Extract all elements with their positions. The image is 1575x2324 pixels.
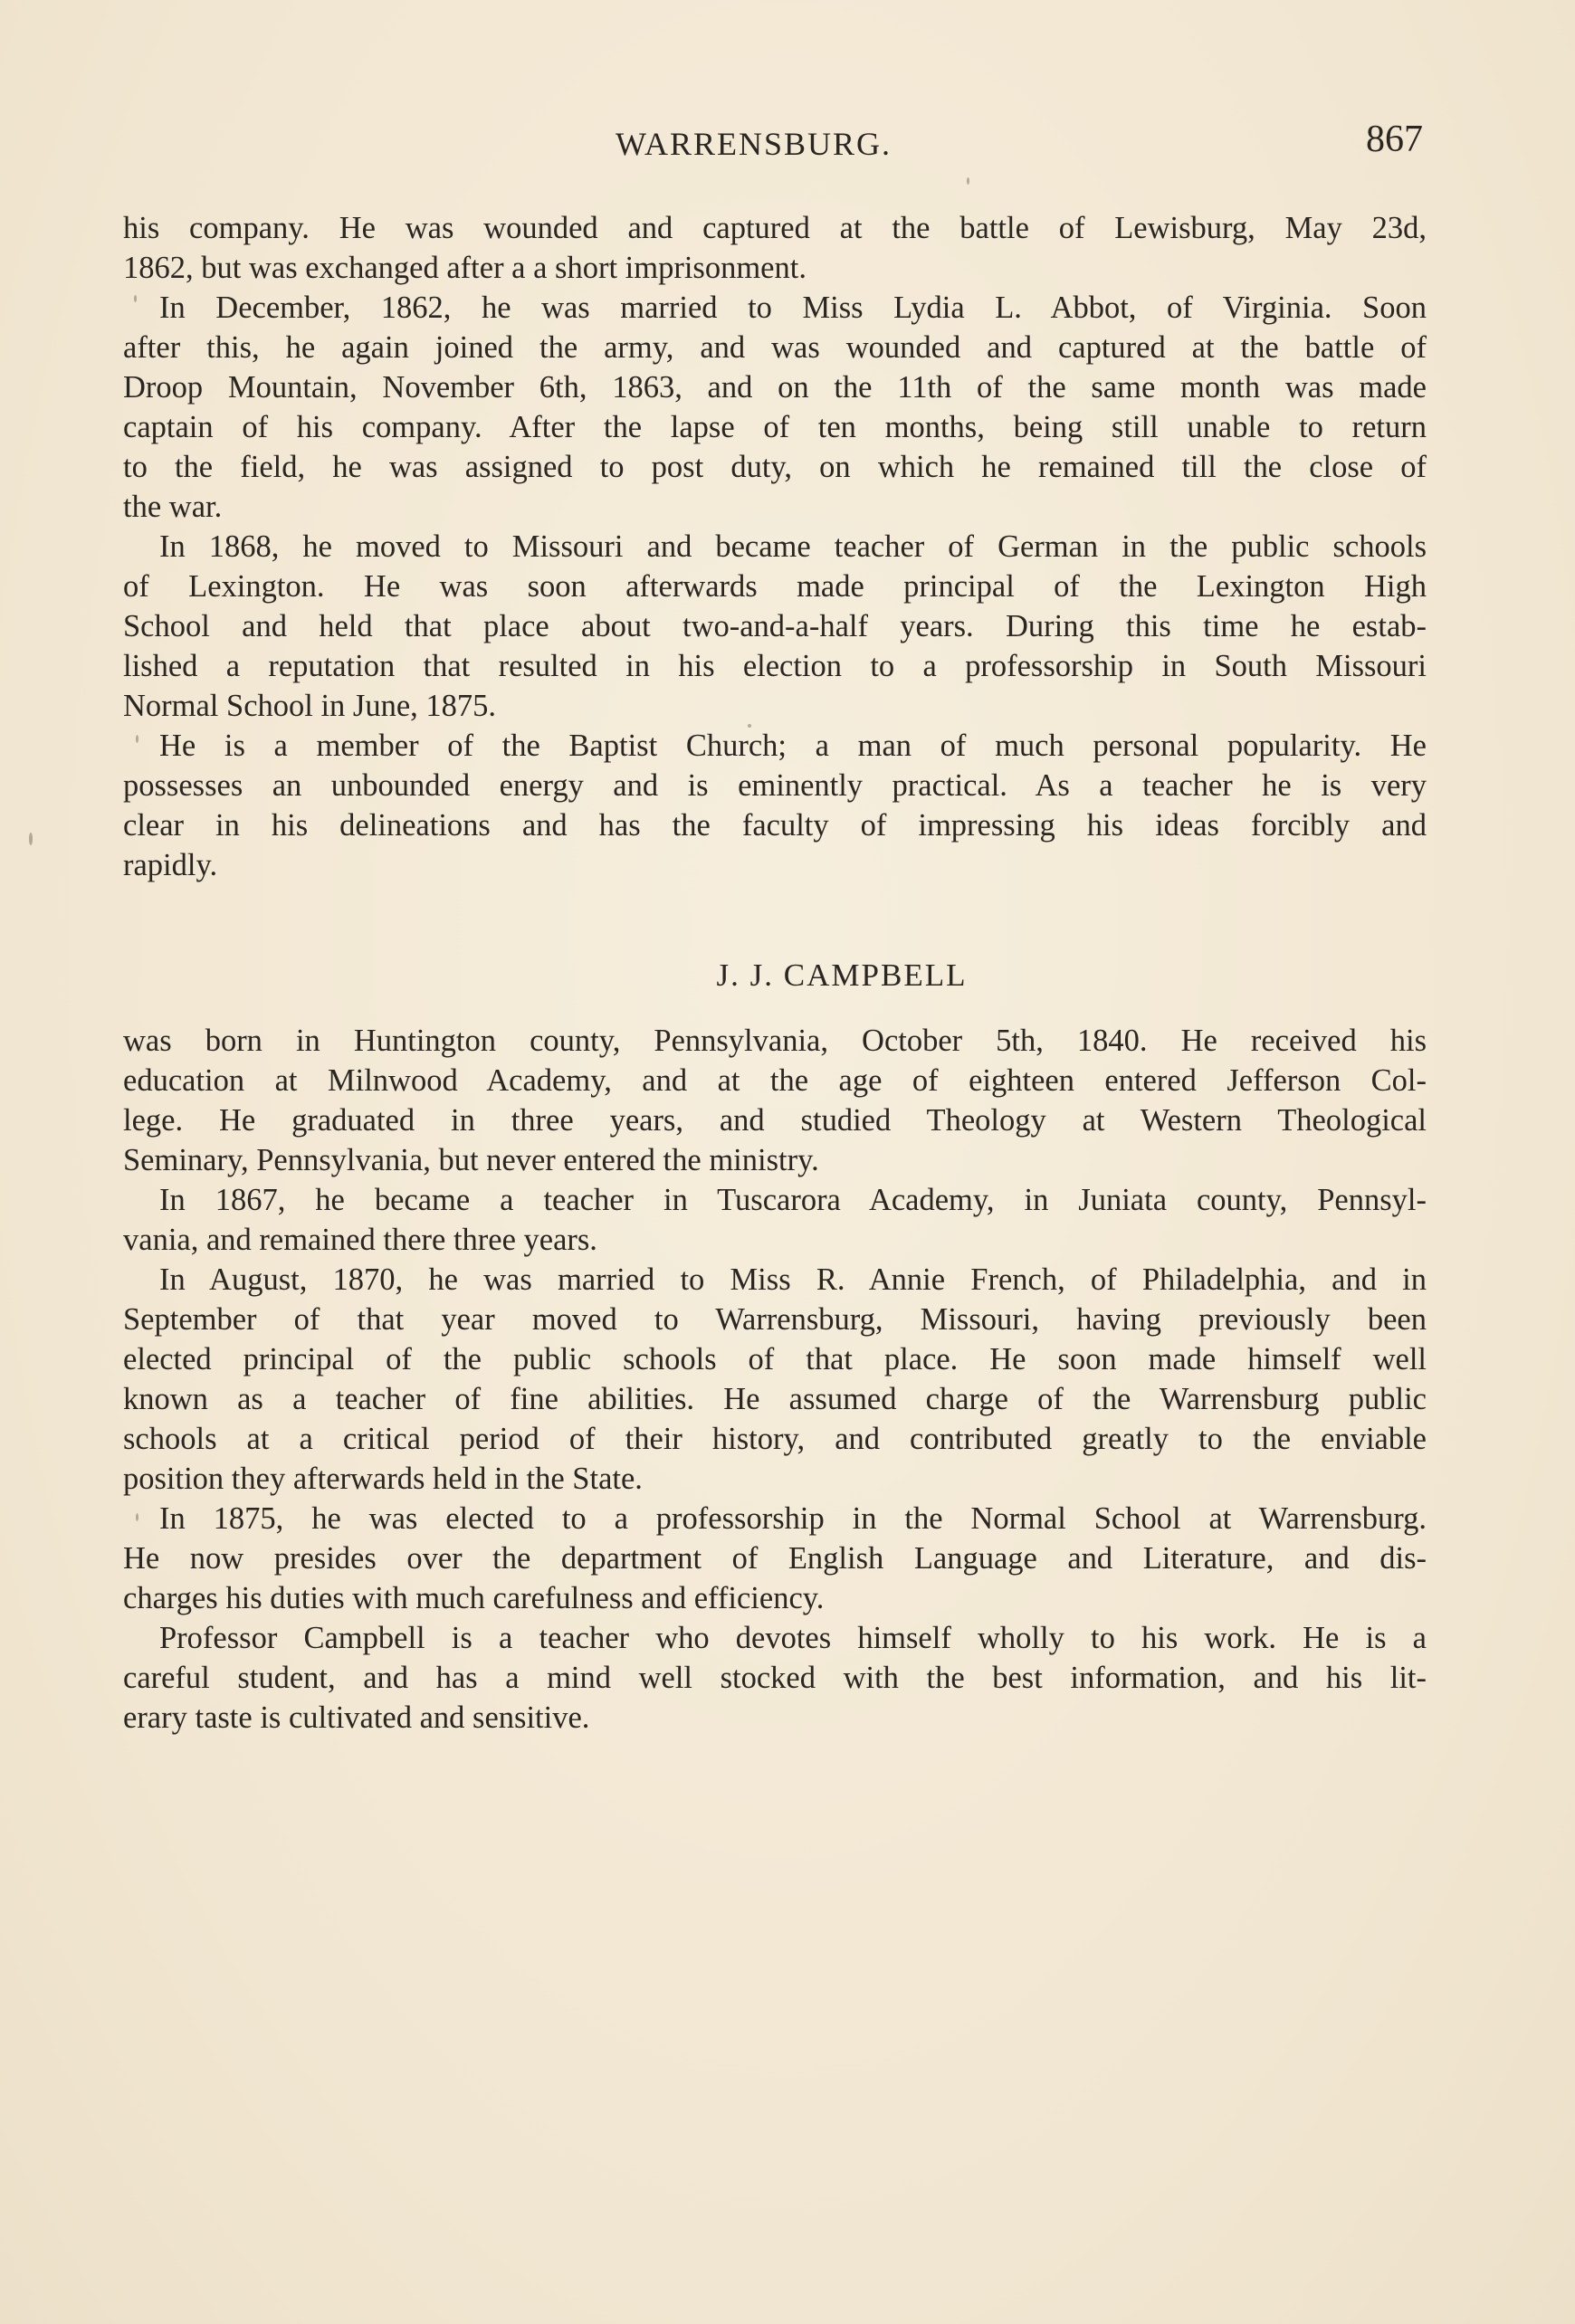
text-line: He now presides over the department of English Language and Literature, and dis- xyxy=(123,1541,1427,1576)
paper-speck xyxy=(29,833,33,845)
paper-speck xyxy=(134,295,137,302)
text-line: He is a member of the Baptist Church; a man of much personal popularity. He xyxy=(159,729,1427,763)
text-line: charges his duties with much carefulness and efficiency. xyxy=(123,1581,825,1615)
text-line: to the field, he was assigned to post duty, on which he remained till the close of xyxy=(123,450,1427,484)
text-line: the war. xyxy=(123,490,223,524)
running-title: WARRENSBURG. xyxy=(616,126,892,162)
text-line: elected principal of the public schools of that place. He soon made himself well xyxy=(123,1342,1427,1376)
section-heading xyxy=(0,957,1575,994)
text-line: schools at a critical period of their history, and contributed greatly to the enviable xyxy=(123,1422,1427,1456)
text-line: erary taste is cultivated and sensitive. xyxy=(123,1700,590,1735)
section-two-text xyxy=(123,1021,1427,1738)
text-line: his company. He was wounded and captured at the battle of Lewisburg, May 23d, xyxy=(123,211,1427,245)
text-line: Normal School in June, 1875. xyxy=(123,689,497,723)
paper-speck xyxy=(136,735,138,743)
section-heading-text: J. J. CAMPBELL xyxy=(716,957,968,993)
text-line: 1862, but was exchanged after a a short imprisonment. xyxy=(123,251,807,285)
text-line: was born in Huntington county, Pennsylvania, October 5th, 1840. He received his xyxy=(123,1024,1427,1058)
section-one-text xyxy=(123,208,1427,885)
text-line: In 1868, he moved to Missouri and became teacher of German in the public schools xyxy=(159,529,1427,564)
text-line: In December, 1862, he was married to Miss Lydia L. Abbot, of Virginia. Soon xyxy=(159,290,1427,325)
text-line: September of that year moved to Warrensburg, Missouri, having previously been xyxy=(123,1302,1427,1337)
text-line: In August, 1870, he was married to Miss R. Annie French, of Philadelphia, and in xyxy=(159,1262,1427,1297)
text-line: after this, he again joined the army, and was wounded and captured at the battle of xyxy=(123,330,1427,365)
paper-speck xyxy=(136,1513,138,1521)
text-line: possesses an unbounded energy and is eminently practical. As a teacher he is very xyxy=(123,768,1427,803)
paper-speck xyxy=(967,177,969,185)
text-line: Seminary, Pennsylvania, but never entered the ministry. xyxy=(123,1143,819,1177)
text-line: In 1867, he became a teacher in Tuscarora Academy, in Juniata county, Pennsyl- xyxy=(159,1183,1427,1217)
text-line: Droop Mountain, November 6th, 1863, and on the 11th of the same month was made xyxy=(123,370,1427,405)
text-line: captain of his company. After the lapse of ten months, being still unable to return xyxy=(123,410,1427,444)
text-line: known as a teacher of fine abilities. He assumed charge of the Warrensburg public xyxy=(123,1382,1427,1416)
text-line: In 1875, he was elected to a professorship in the Normal School at Warrensburg. xyxy=(159,1501,1427,1536)
text-line: lege. He graduated in three years, and studied Theology at Western Theological xyxy=(123,1103,1427,1138)
text-line: School and held that place about two-and-a-half years. During this time he estab- xyxy=(123,609,1427,643)
running-head xyxy=(0,119,1575,170)
text-line: rapidly. xyxy=(123,848,218,882)
text-line: Professor Campbell is a teacher who devotes himself wholly to his work. He is a xyxy=(159,1621,1427,1655)
paper-speck xyxy=(748,724,751,728)
text-line: lished a reputation that resulted in his election to a professorship in South Missouri xyxy=(123,649,1427,683)
text-line: vania, and remained there three years. xyxy=(123,1223,597,1257)
page-number: 867 xyxy=(1366,119,1423,160)
text-line: careful student, and has a mind well stocked with the best information, and his lit- xyxy=(123,1661,1427,1695)
text-line: clear in his delineations and has the faculty of impressing his ideas forcibly and xyxy=(123,808,1427,843)
text-line: position they afterwards held in the State. xyxy=(123,1462,643,1496)
text-line: of Lexington. He was soon afterwards made principal of the Lexington High xyxy=(123,569,1427,604)
text-line: education at Milnwood Academy, and at the age of eighteen entered Jefferson Col- xyxy=(123,1063,1427,1098)
